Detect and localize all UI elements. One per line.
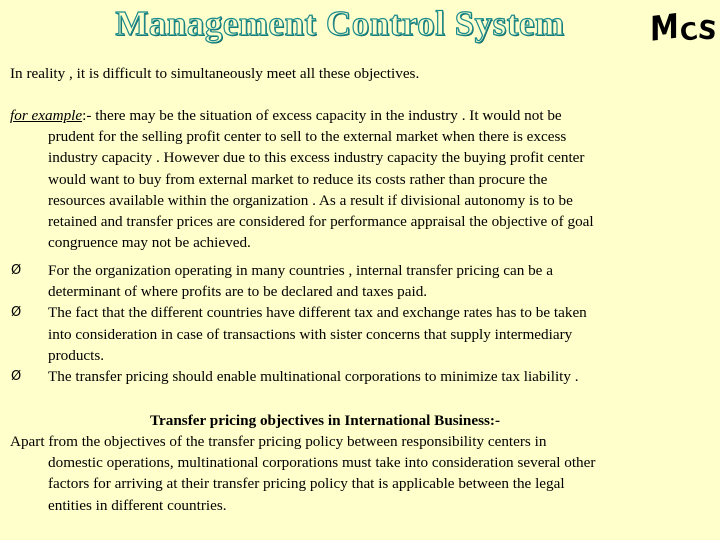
example-line: retained and transfer prices are considered for performance appraisal the objective of goal	[48, 213, 594, 231]
slide-title: Management Control System	[115, 4, 565, 43]
bullet-item	[10, 302, 710, 366]
bullet-list	[10, 260, 710, 387]
section-heading: Transfer pricing objectives in International Business:-	[150, 412, 501, 429]
closing-line: Apart from the objectives of the transfer pricing policy between responsibility centers in	[10, 433, 547, 450]
closing-line: domestic operations, multinational corporations must take into consideration several other	[48, 454, 596, 472]
bullet-line: For the organization operating in many countries , internal transfer pricing can be a	[48, 262, 553, 279]
example-line: industry capacity . However due to this excess industry capacity the buying profit center	[48, 149, 585, 167]
example-line: congruence may not be achieved.	[48, 234, 251, 252]
logo-letter-m: M	[650, 6, 679, 50]
bullet-item	[10, 260, 710, 302]
mcs-logo	[650, 6, 720, 50]
example-line: would want to buy from external market to reduce its costs rather than procure the	[48, 170, 548, 188]
arrow-bullet-icon: Ø	[11, 369, 22, 385]
bullet-line: The fact that the different countries have different tax and exchange rates has to be taken	[48, 304, 587, 322]
example-line: resources available within the organization . As a result if divisional autonomy is to be	[48, 191, 573, 209]
bullet-item	[10, 366, 710, 387]
logo-letter-c: C	[678, 16, 700, 48]
example-line: for example:- there may be the situation of excess capacity in the industry . It would not be	[10, 107, 562, 124]
arrow-bullet-icon: Ø	[11, 305, 22, 321]
closing-line: entities in different countries.	[48, 496, 227, 514]
logo-letter-s: S	[696, 15, 719, 47]
intro-text: In reality , it is difficult to simultaneously meet all these objectives.	[10, 65, 420, 82]
bullet-line: The transfer pricing should enable multinational corporations to minimize tax liability .	[48, 368, 579, 386]
example-label: for example	[10, 107, 83, 124]
closing-paragraph	[10, 431, 710, 516]
bullet-line: into consideration in case of transactions with sister concerns that supply intermediary	[48, 325, 573, 343]
bullet-line: products.	[48, 346, 105, 364]
closing-line: factors for arriving at their transfer pricing policy that is applicable between the legal	[48, 475, 565, 493]
example-line: prudent for the selling profit center to sell to the external market when there is excess	[48, 128, 567, 146]
bullet-line: determinant of where profits are to be declared and taxes paid.	[48, 283, 428, 301]
arrow-bullet-icon: Ø	[11, 263, 22, 278]
example-paragraph	[10, 105, 710, 253]
